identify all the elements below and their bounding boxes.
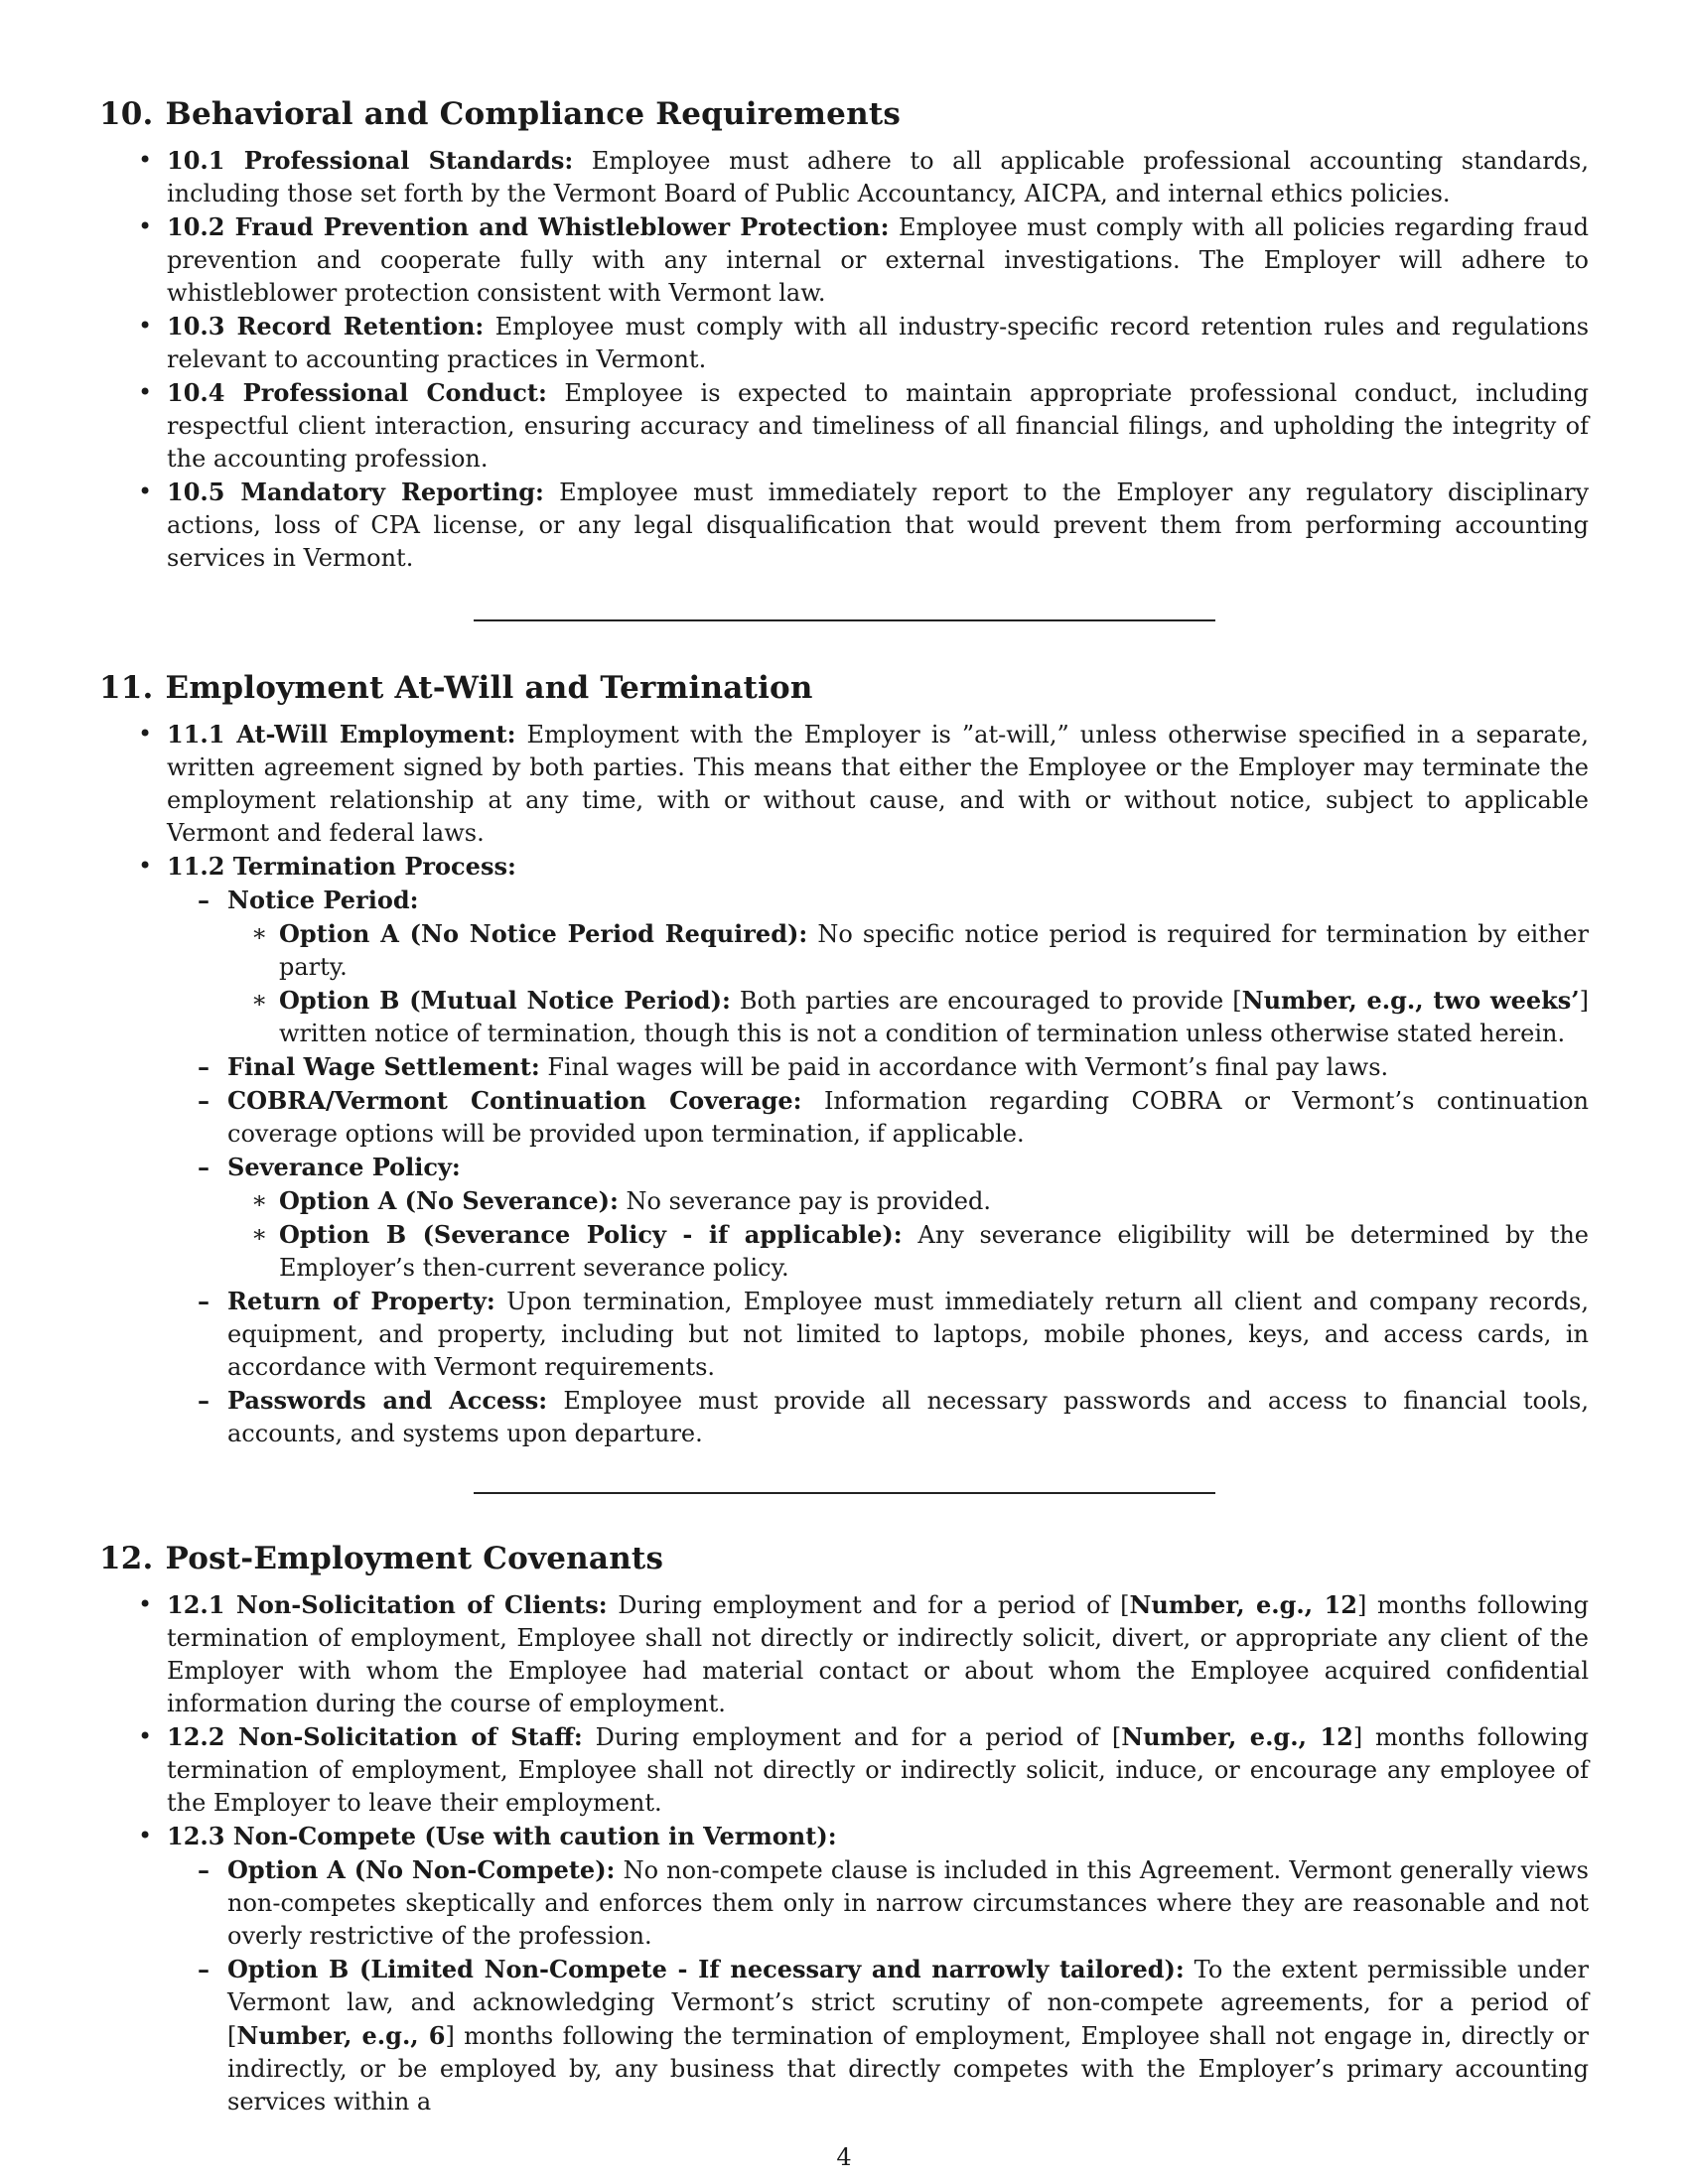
item-text: Final wages will be paid in accordance with Vermont’s final pay laws. [547,1053,1389,1081]
sub-item-severance [227,1151,1589,1285]
item-text: Employee is expected to maintain appropriate professional conduct, including respectful client interaction, ensuring accuracy and timeliness of all financial filings, and upholding the integrity of the accounting profession. [167,379,1589,473]
item-label: 10.2 Fraud Prevention and Whistleblower Protection: [167,212,890,241]
item-label: 10.3 Record Retention: [167,312,485,341]
item-text: During employment and for a period of [ [595,1723,1122,1751]
item-label: Severance Policy: [227,1153,461,1181]
item-label: Final Wage Settlement: [227,1052,540,1081]
option-item [279,1218,1589,1285]
section-divider [474,619,1215,621]
item-text: ] written notice of termination, though this is not a condition of termination unless otherwise stated herein. [279,987,1589,1047]
item-label: 10.5 Mandatory Reporting: [167,478,544,506]
item-text: Employee must comply with all policies regarding fraud prevention and cooperate fully with any internal or external investigations. The Employer will adhere to whistleblower protection consistent with Vermont law. [167,213,1590,307]
severance-options [227,1184,1589,1285]
sub-item-property [227,1285,1589,1384]
item-label: Number, e.g., two weeks’ [1241,986,1580,1015]
item-text: Information regarding COBRA or Vermont’s continuation coverage options will be provided upon termination, if applicable. [227,1087,1589,1148]
section-10-list [99,144,1589,575]
item-label: Option B (Limited Non-Compete - If necessary and narrowly tailored): [227,1955,1185,1983]
item-text: No severance pay is provided. [626,1187,991,1215]
noncompete-options [167,1853,1589,2118]
item-text: ] months following the termination of employment, Employee shall not engage in, directly or indirectly, or be employed by, any business that directly competes with the Employer’s primary accounting services within a [227,2022,1589,2116]
section-heading [99,94,1589,134]
item-label: 12.3 Non-Compete (Use with caution in Vermont): [167,1822,837,1850]
list-item [167,376,1589,476]
list-item [167,850,1589,1450]
item-label: Number, e.g., 12 [1129,1590,1357,1619]
section-12-list [99,1588,1589,2118]
item-label: 11.1 At-Will Employment: [167,720,516,749]
sub-item-final-wage [227,1050,1589,1084]
item-text: Employment At-Will and Termination [165,670,813,706]
item-label: Option A (No Non-Compete): [227,1855,616,1884]
item-label: 10.4 Professional Conduct: [167,378,547,407]
item-text: Employee must immediately report to the Employer any regulatory disciplinary actions, loss of CPA license, or any legal disqualification that would prevent them from performing accounting services in Vermont. [167,478,1589,572]
item-label: Return of Property: [227,1287,495,1315]
option-item [279,984,1589,1050]
list-item [167,476,1589,575]
item-text: Employee must adhere to all applicable professional accounting standards, including those set forth by the Vermont Board of Public Accountancy, AICPA, and internal ethics policies. [167,147,1589,207]
section-11-list [99,718,1589,1450]
item-text: To the extent permissible under Vermont law, and acknowledging Vermont’s strict scrutiny of non-compete agreements, for a period of [ [227,1956,1589,2050]
list-item [167,1588,1589,1720]
item-label: COBRA/Vermont Continuation Coverage: [227,1086,802,1115]
termination-sublist [167,884,1589,1450]
item-text: Both parties are encouraged to provide [ [739,987,1242,1015]
item-text: 12. [99,1541,154,1576]
list-item [167,718,1589,850]
section-divider [474,1492,1215,1494]
item-label: Option B (Severance Policy - if applicable): [279,1220,903,1249]
sub-item-cobra [227,1084,1589,1151]
item-text: 10. [99,96,154,132]
item-label: Notice Period: [227,886,419,914]
list-item [167,1820,1589,2118]
item-text: Any severance eligibility will be determined by the Employer’s then-current severance policy. [279,1221,1590,1282]
list-item [167,1720,1589,1820]
section-heading [99,1539,1589,1578]
sub-item-passwords [227,1384,1589,1450]
item-label: 12.1 Non-Solicitation of Clients: [167,1590,608,1619]
item-text: No non-compete clause is included in this Agreement. Vermont generally views non-competes skeptically and enforces them only in narrow circumstances where they are reasonable and not overly restrictive of the profession. [227,1856,1589,1950]
item-text: Post-Employment Covenants [165,1541,664,1576]
item-text: ] months following termination of employment, Employee shall not directly or indirectly solicit, induce, or encourage any employee of the Employer to leave their employment. [167,1723,1589,1817]
item-text: 11. [99,670,154,706]
item-text: Upon termination, Employee must immediately return all client and company records, equipment, and property, including but not limited to laptops, mobile phones, keys, and access cards, in accordance with Vermont requirements. [227,1288,1589,1381]
option-item [227,1953,1589,2118]
list-item [167,210,1589,310]
page-number: 4 [836,2143,852,2171]
item-text: During employment and for a period of [ [618,1591,1130,1619]
item-label: Number, e.g., 12 [1121,1722,1353,1751]
item-label: Passwords and Access: [227,1386,548,1415]
item-text: Employee must provide all necessary passwords and access to financial tools, accounts, and systems upon departure. [227,1387,1590,1447]
item-label: Option B (Mutual Notice Period): [279,986,731,1015]
item-label: 11.2 Termination Process: [167,852,516,881]
section-12 [99,1539,1589,2118]
list-item [167,144,1589,210]
option-item [279,1184,1589,1218]
item-label: Number, e.g., 6 [236,2021,446,2050]
item-label: Option A (No Severance): [279,1186,619,1215]
item-label: 10.1 Professional Standards: [167,146,574,175]
item-text: ] months following termination of employment, Employee shall not directly or indirectly solicit, divert, or appropriate any client of the Employer with whom the Employee had material contact or about whom the Employee acquired confidential information during the course of employment. [167,1591,1590,1717]
option-item [279,917,1589,984]
notice-options [227,917,1589,1050]
item-label: 12.2 Non-Solicitation of Staff: [167,1722,583,1751]
sub-item-notice [227,884,1589,1050]
section-10 [99,94,1589,575]
item-text: Behavioral and Compliance Requirements [165,96,902,132]
option-item [227,1853,1589,1953]
item-text: Employee must comply with all industry-specific record retention rules and regulations relevant to accounting practices in Vermont. [167,313,1590,373]
list-item [167,310,1589,376]
item-text: No specific notice period is required for termination by either party. [279,920,1589,981]
item-text: Employment with the Employer is ”at-will,” unless otherwise specified in a separate, written agreement signed by both parties. This means that either the Employee or the Employer may terminate the employment relationship at any time, with or without cause, and with or without notice, subject to applicable Vermont and federal laws. [167,721,1589,847]
section-heading [99,668,1589,708]
item-label: Option A (No Notice Period Required): [279,919,808,948]
section-11 [99,668,1589,1450]
